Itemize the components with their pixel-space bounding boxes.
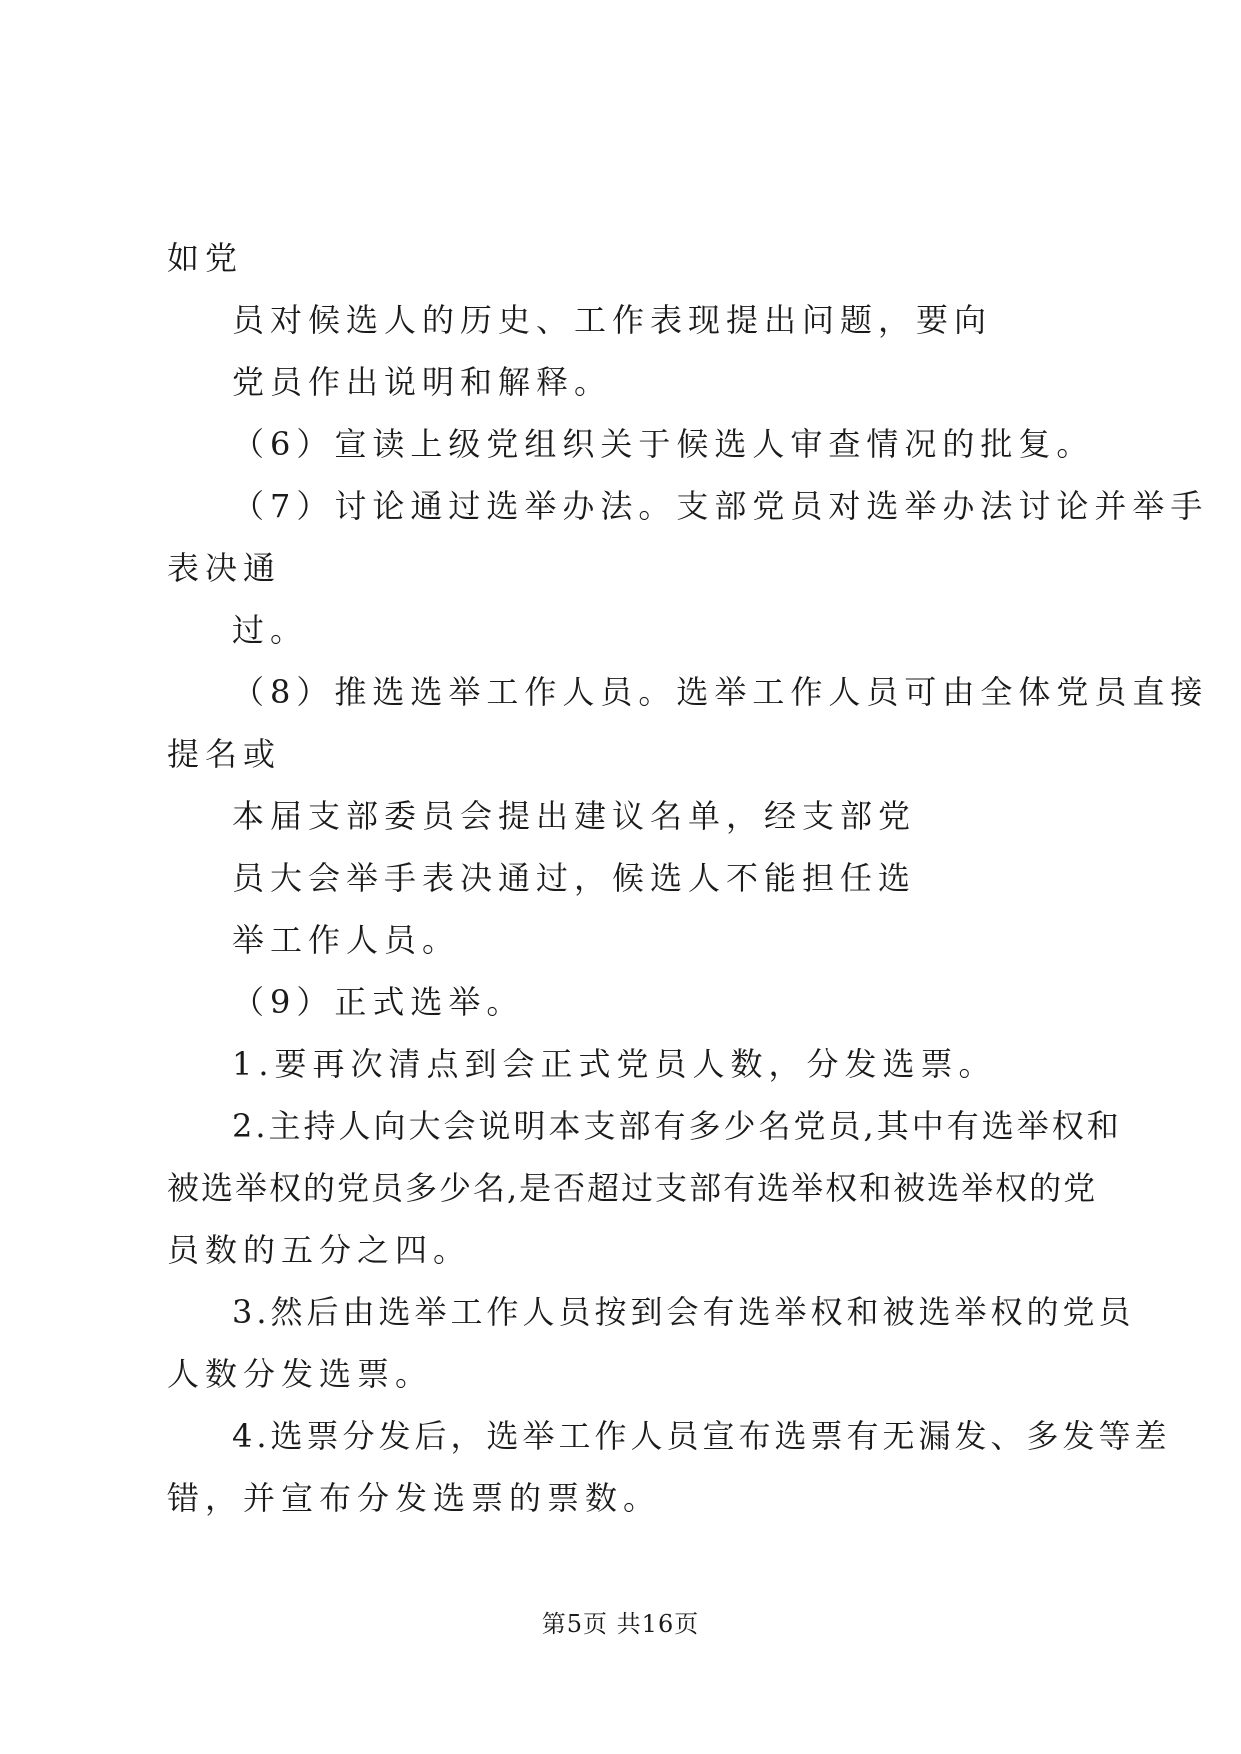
- text-line: （6）宣读上级党组织关于候选人审查情况的批复。: [232, 425, 1095, 463]
- text-line: 被选举权的党员多少名,是否超过支部有选举权和被选举权的党: [167, 1169, 1098, 1207]
- text-line: 2.主持人向大会说明本支部有多少名党员,其中有选举权和: [232, 1107, 1122, 1145]
- page-footer: 第5页 共16页: [541, 1610, 700, 1638]
- text-line: 1.要再次清点到会正式党员人数，分发选票。: [232, 1045, 997, 1083]
- text-line: （9）正式选举。: [232, 983, 525, 1021]
- text-line: 员数的五分之四。: [167, 1231, 472, 1269]
- text-line: （7）讨论通过选举办法。支部党员对选举办法讨论并举手: [232, 487, 1209, 525]
- text-line: 过。: [232, 611, 309, 649]
- text-line: 举工作人员。: [232, 921, 461, 959]
- text-line: 错，并宣布分发选票的票数。: [167, 1479, 662, 1517]
- text-line: 3.然后由选举工作人员按到会有选举权和被选举权的党员: [232, 1293, 1135, 1331]
- text-line: 本届支部委员会提出建议名单，经支部党: [232, 797, 917, 835]
- text-line: 提名或: [167, 735, 282, 773]
- text-line: （8）推选选举工作人员。选举工作人员可由全体党员直接: [232, 673, 1209, 711]
- text-line: 4.选票分发后，选举工作人员宣布选票有无漏发、多发等差: [232, 1417, 1171, 1455]
- text-line: 员大会举手表决通过，候选人不能担任选: [232, 859, 917, 897]
- text-line: 表决通: [167, 549, 282, 587]
- text-line: 党员作出说明和解释。: [232, 363, 613, 401]
- text-line: 如党: [167, 239, 244, 277]
- text-line: 员对候选人的历史、工作表现提出问题，要向: [232, 301, 993, 339]
- text-line: 人数分发选票。: [167, 1355, 434, 1393]
